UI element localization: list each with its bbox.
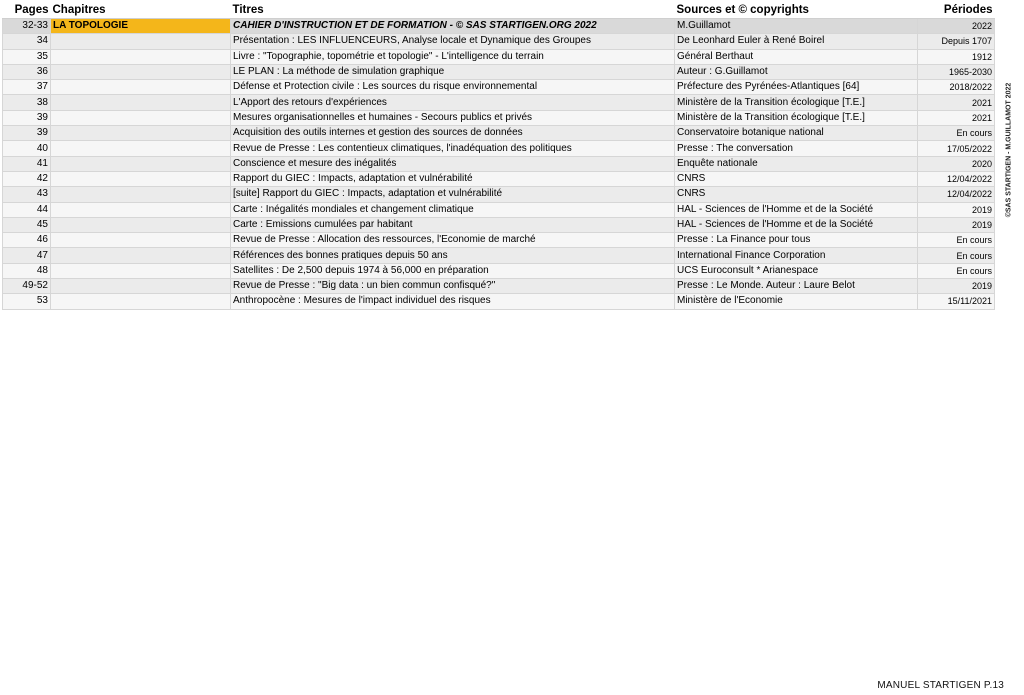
cell-pages: 43 bbox=[3, 187, 51, 202]
table-row bbox=[3, 217, 995, 232]
cell-chapitre bbox=[51, 279, 231, 294]
table-row bbox=[3, 279, 995, 294]
cell-source: Presse : La Finance pour tous bbox=[675, 233, 918, 248]
cell-source: Presse : The conversation bbox=[675, 141, 918, 156]
cell-periode: En cours bbox=[918, 233, 995, 248]
cell-titre: L'Apport des retours d'expériences bbox=[231, 95, 675, 110]
cell-pages: 37 bbox=[3, 80, 51, 95]
cell-chapitre bbox=[51, 156, 231, 171]
table-row bbox=[3, 34, 995, 49]
table-row bbox=[3, 171, 995, 186]
cell-source: M.Guillamot bbox=[675, 19, 918, 34]
cell-source: CNRS bbox=[675, 187, 918, 202]
cell-titre: Anthropocène : Mesures de l'impact individuel des risques bbox=[231, 294, 675, 309]
cell-titre: Satellites : De 2,500 depuis 1974 à 56,000 en préparation bbox=[231, 263, 675, 278]
cell-titre: Références des bonnes pratiques depuis 50 ans bbox=[231, 248, 675, 263]
cell-source: CNRS bbox=[675, 171, 918, 186]
table-row bbox=[3, 49, 995, 64]
cell-chapitre bbox=[51, 294, 231, 309]
cell-chapitre bbox=[51, 187, 231, 202]
cell-titre: Conscience et mesure des inégalités bbox=[231, 156, 675, 171]
cell-source: Ministère de la Transition écologique [T.E.] bbox=[675, 95, 918, 110]
table-row bbox=[3, 263, 995, 278]
cell-pages: 39 bbox=[3, 126, 51, 141]
table-row bbox=[3, 187, 995, 202]
cell-source: UCS Euroconsult * Arianespace bbox=[675, 263, 918, 278]
cell-chapitre bbox=[51, 141, 231, 156]
cell-pages: 53 bbox=[3, 294, 51, 309]
cell-periode: 2021 bbox=[918, 95, 995, 110]
cell-source: Presse : Le Monde. Auteur : Laure Belot bbox=[675, 279, 918, 294]
cell-periode: En cours bbox=[918, 263, 995, 278]
cell-chapitre bbox=[51, 202, 231, 217]
cell-pages: 46 bbox=[3, 233, 51, 248]
cell-titre: Revue de Presse : "Big data : un bien commun confisqué?" bbox=[231, 279, 675, 294]
cell-periode: 2019 bbox=[918, 202, 995, 217]
cell-chapitre bbox=[51, 95, 231, 110]
cell-pages: 41 bbox=[3, 156, 51, 171]
cell-periode: 2021 bbox=[918, 110, 995, 125]
header-chapitres: Chapitres bbox=[51, 2, 231, 19]
cell-pages: 48 bbox=[3, 263, 51, 278]
table-row bbox=[3, 80, 995, 95]
table-body bbox=[3, 19, 995, 310]
cell-pages: 34 bbox=[3, 34, 51, 49]
cell-chapitre bbox=[51, 217, 231, 232]
cell-periode: 1965-2030 bbox=[918, 64, 995, 79]
header-titres: Titres bbox=[231, 2, 675, 19]
cell-titre: Revue de Presse : Les contentieux climatiques, l'inadéquation des politiques bbox=[231, 141, 675, 156]
table-row bbox=[3, 95, 995, 110]
cell-periode: 2019 bbox=[918, 217, 995, 232]
cell-pages: 49-52 bbox=[3, 279, 51, 294]
cell-pages: 38 bbox=[3, 95, 51, 110]
cell-source: HAL - Sciences de l'Homme et de la Société bbox=[675, 202, 918, 217]
cell-source: Conservatoire botanique national bbox=[675, 126, 918, 141]
cell-chapitre bbox=[51, 49, 231, 64]
cell-titre: Défense et Protection civile : Les sources du risque environnemental bbox=[231, 80, 675, 95]
cell-source: HAL - Sciences de l'Homme et de la Société bbox=[675, 217, 918, 232]
table-row bbox=[3, 294, 995, 309]
cell-source: Enquête nationale bbox=[675, 156, 918, 171]
cell-periode: 12/04/2022 bbox=[918, 171, 995, 186]
cell-chapitre bbox=[51, 34, 231, 49]
cell-periode: 2019 bbox=[918, 279, 995, 294]
cell-titre: Mesures organisationnelles et humaines - Secours publics et privés bbox=[231, 110, 675, 125]
table-row bbox=[3, 141, 995, 156]
cell-chapitre bbox=[51, 64, 231, 79]
cell-periode: 2022 bbox=[918, 19, 995, 34]
cell-periode: 2020 bbox=[918, 156, 995, 171]
cell-periode: 2018/2022 bbox=[918, 80, 995, 95]
cell-chapitre: LA TOPOLOGIE bbox=[51, 19, 231, 34]
cell-titre: Présentation : LES INFLUENCEURS, Analyse locale et Dynamique des Groupes bbox=[231, 34, 675, 49]
header-periodes: Périodes bbox=[918, 2, 995, 19]
cell-source: Auteur : G.Guillamot bbox=[675, 64, 918, 79]
cell-source: Ministère de la Transition écologique [T.E.] bbox=[675, 110, 918, 125]
table-row bbox=[3, 202, 995, 217]
cell-titre: [suite] Rapport du GIEC : Impacts, adaptation et vulnérabilité bbox=[231, 187, 675, 202]
cell-titre: LE PLAN : La méthode de simulation graphique bbox=[231, 64, 675, 79]
cell-chapitre bbox=[51, 171, 231, 186]
cell-periode: 17/05/2022 bbox=[918, 141, 995, 156]
cell-periode: En cours bbox=[918, 126, 995, 141]
cell-titre: CAHIER D'INSTRUCTION ET DE FORMATION - © SAS STARTIGEN.ORG 2022 bbox=[231, 19, 675, 34]
cell-pages: 35 bbox=[3, 49, 51, 64]
cell-source: Préfecture des Pyrénées-Atlantiques [64] bbox=[675, 80, 918, 95]
cell-titre: Livre : "Topographie, topométrie et topologie" - L'intelligence du terrain bbox=[231, 49, 675, 64]
cell-chapitre bbox=[51, 110, 231, 125]
cell-periode: En cours bbox=[918, 248, 995, 263]
cell-chapitre bbox=[51, 80, 231, 95]
cell-pages: 39 bbox=[3, 110, 51, 125]
cell-titre: Revue de Presse : Allocation des ressources, l'Economie de marché bbox=[231, 233, 675, 248]
cell-periode: 12/04/2022 bbox=[918, 187, 995, 202]
table-row bbox=[3, 64, 995, 79]
table-row bbox=[3, 110, 995, 125]
contents-table bbox=[2, 2, 995, 310]
cell-pages: 36 bbox=[3, 64, 51, 79]
cell-titre: Acquisition des outils internes et gestion des sources de données bbox=[231, 126, 675, 141]
cell-periode: 15/11/2021 bbox=[918, 294, 995, 309]
header-sources: Sources et © copyrights bbox=[675, 2, 918, 19]
cell-pages: 42 bbox=[3, 171, 51, 186]
cell-pages: 40 bbox=[3, 141, 51, 156]
cell-pages: 44 bbox=[3, 202, 51, 217]
page-footer: MANUEL STARTIGEN P.13 bbox=[877, 680, 1004, 691]
table-row bbox=[3, 248, 995, 263]
cell-source: De Leonhard Euler à René Boirel bbox=[675, 34, 918, 49]
header-row bbox=[3, 2, 995, 19]
cell-chapitre bbox=[51, 126, 231, 141]
cell-periode: Depuis 1707 bbox=[918, 34, 995, 49]
cell-pages: 32-33 bbox=[3, 19, 51, 34]
header-pages: Pages bbox=[3, 2, 51, 19]
cell-periode: 1912 bbox=[918, 49, 995, 64]
cell-source: International Finance Corporation bbox=[675, 248, 918, 263]
cell-chapitre bbox=[51, 263, 231, 278]
cell-source: Ministère de l'Economie bbox=[675, 294, 918, 309]
table-row bbox=[3, 233, 995, 248]
cell-source: Général Berthaut bbox=[675, 49, 918, 64]
copyright-side-text: ©SAS STARTIGEN - M.GUILLAMOT 2022 bbox=[1005, 82, 1013, 218]
cell-chapitre bbox=[51, 248, 231, 263]
cell-titre: Carte : Emissions cumulées par habitant bbox=[231, 217, 675, 232]
table-row bbox=[3, 156, 995, 171]
cell-pages: 45 bbox=[3, 217, 51, 232]
cell-titre: Carte : Inégalités mondiales et changement climatique bbox=[231, 202, 675, 217]
cell-titre: Rapport du GIEC : Impacts, adaptation et vulnérabilité bbox=[231, 171, 675, 186]
cell-pages: 47 bbox=[3, 248, 51, 263]
cell-chapitre bbox=[51, 233, 231, 248]
table-row bbox=[3, 126, 995, 141]
table-row bbox=[3, 19, 995, 34]
